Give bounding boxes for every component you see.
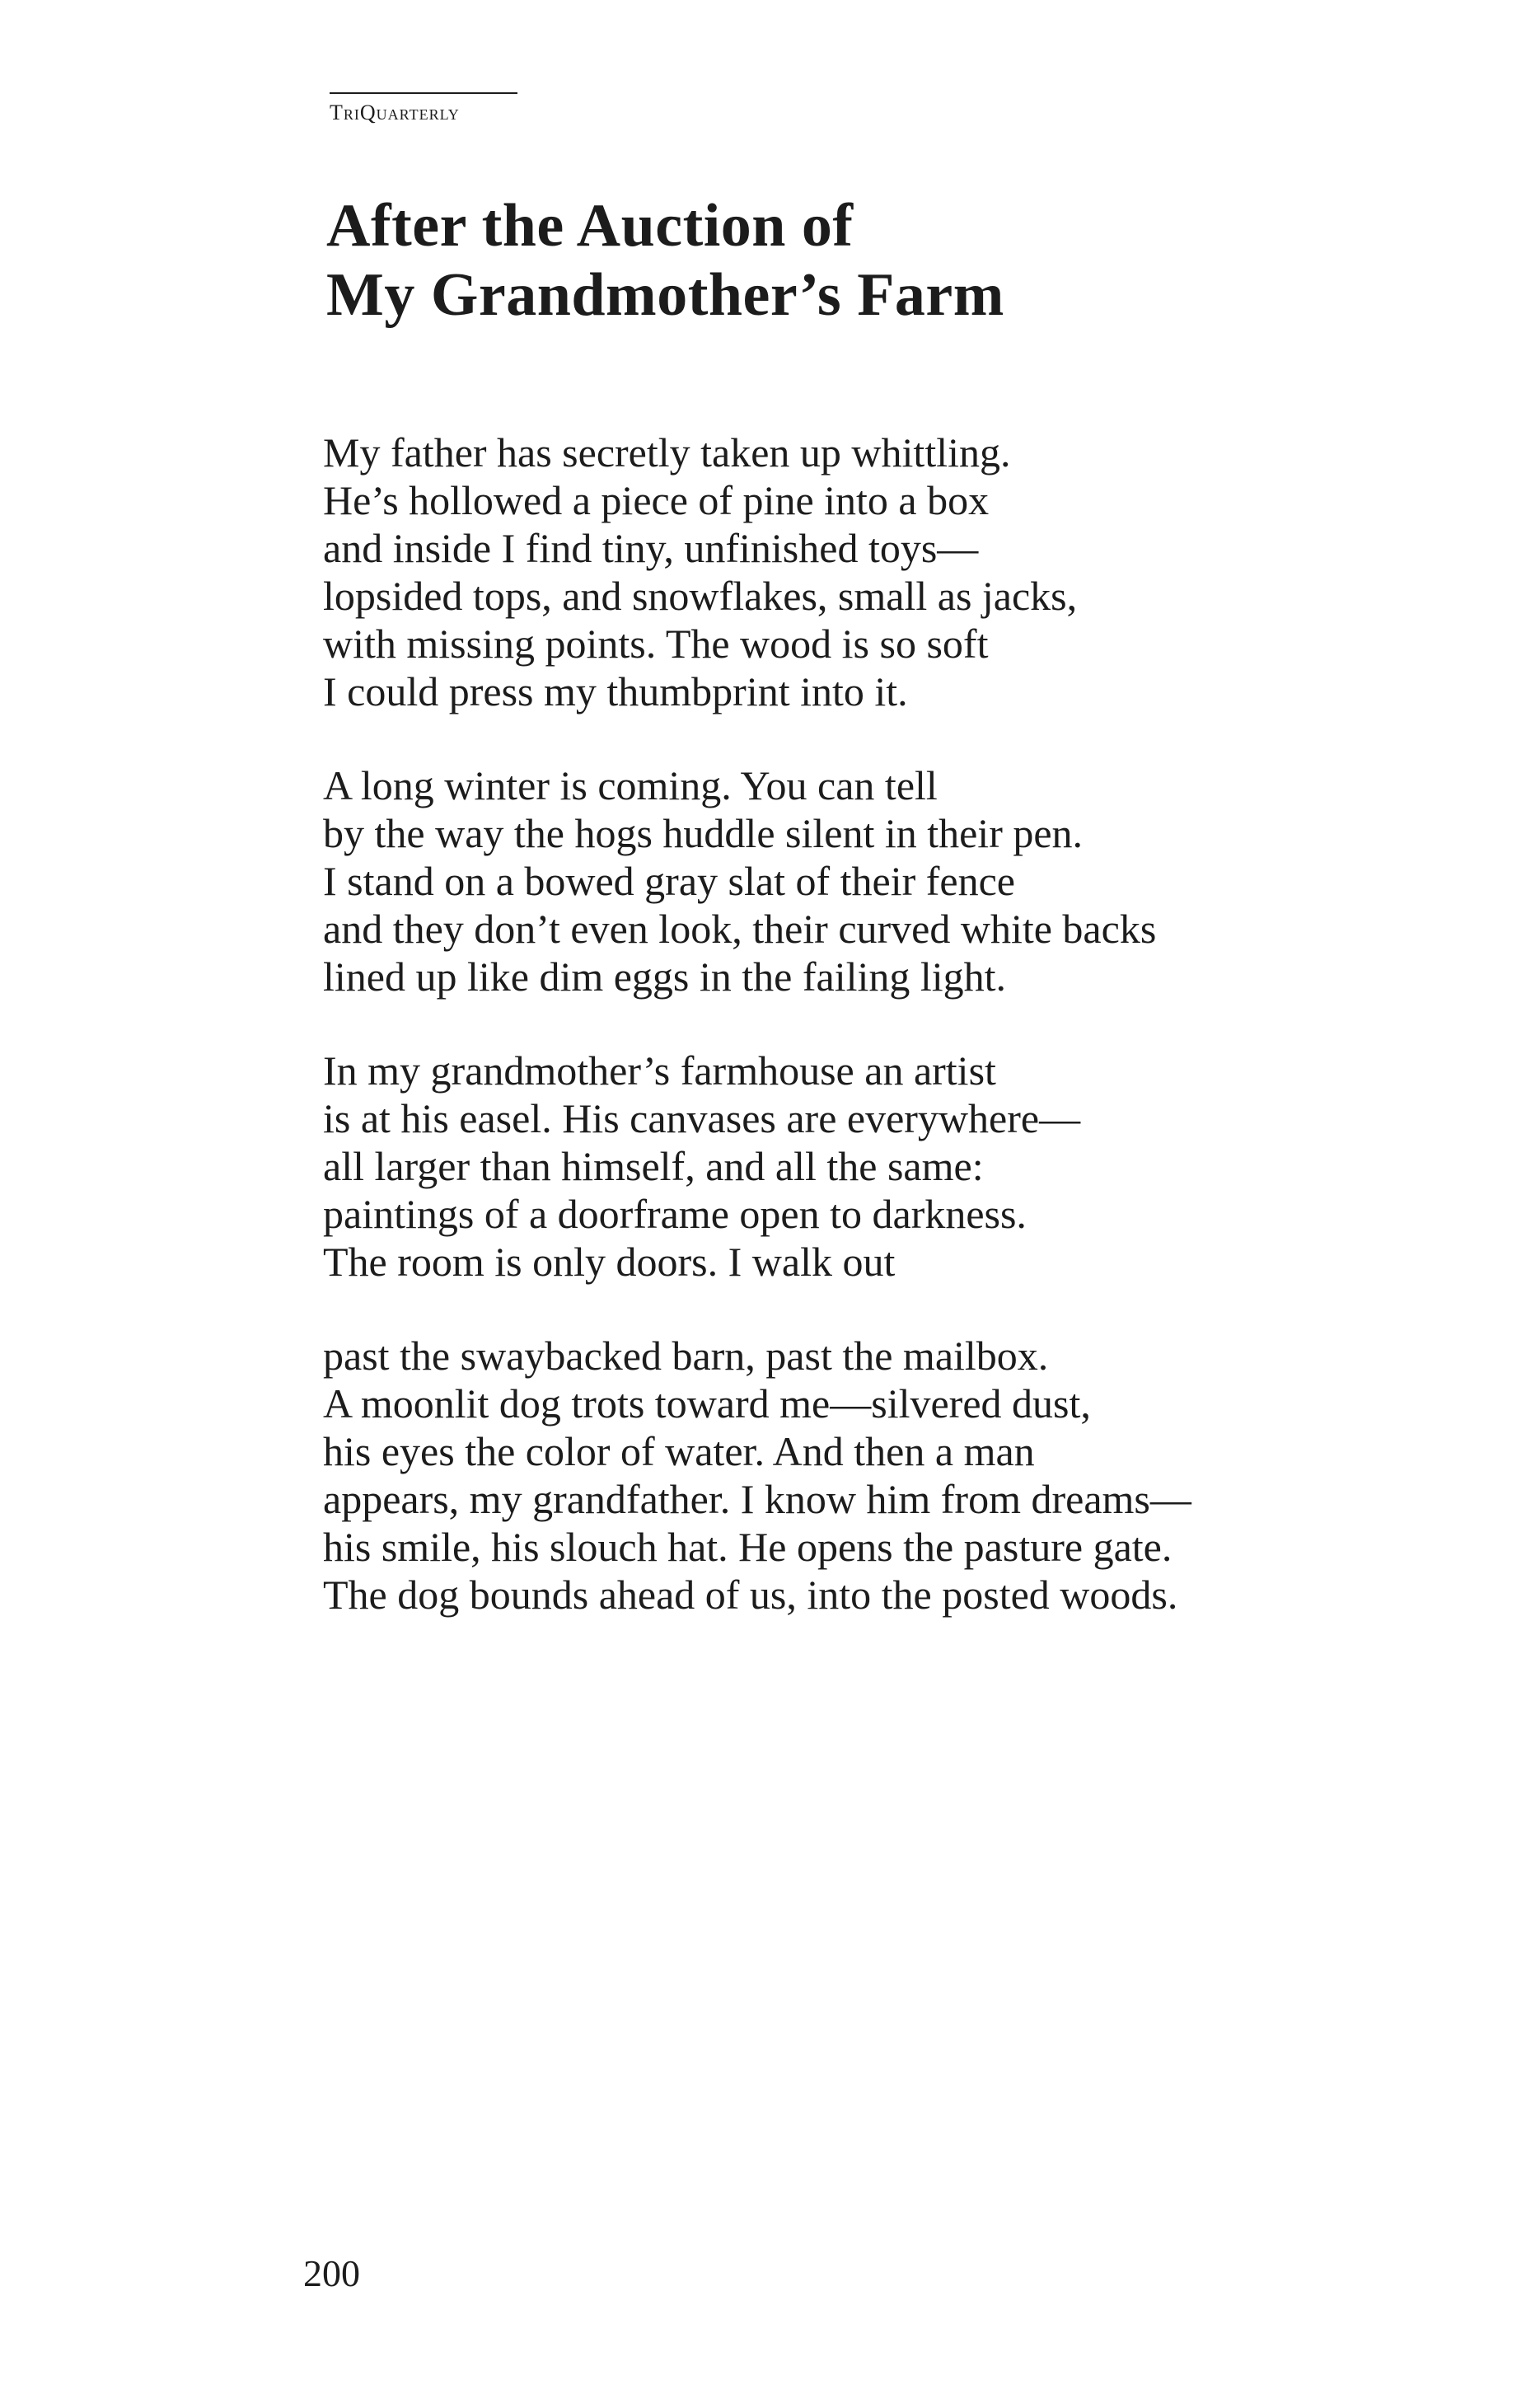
poem-line: appears, my grandfather. I know him from dreams— [323, 1476, 1191, 1522]
stanza-3 [323, 1047, 1312, 1286]
poem-title-line-1: After the Auction of [326, 192, 854, 260]
poem-line: The dog bounds ahead of us, into the posted woods. [323, 1572, 1178, 1618]
poem-line: past the swaybacked barn, past the mailbox. [323, 1333, 1049, 1379]
stanza-2 [323, 761, 1312, 1000]
poem-line: his smile, his slouch hat. He opens the pasture gate. [323, 1524, 1173, 1570]
poem-title [326, 191, 1004, 330]
poem-line: by the way the hogs huddle silent in their pen. [323, 810, 1084, 856]
poem-body [323, 429, 1312, 1665]
poem-line: his eyes the color of water. And then a man [323, 1428, 1035, 1474]
poem-line: and inside I find tiny, unfinished toys— [323, 525, 979, 571]
page-number: 200 [303, 2252, 360, 2294]
stanza-1 [323, 429, 1312, 715]
poem-line: He’s hollowed a piece of pine into a box [323, 477, 990, 523]
poem-line: all larger than himself, and all the same: [323, 1143, 984, 1189]
poem-line: In my grandmother’s farmhouse an artist [323, 1047, 996, 1094]
poem-line: and they don’t even look, their curved white backs [323, 906, 1157, 952]
poem-line: I stand on a bowed gray slat of their fence [323, 858, 1015, 904]
running-head: TriQuarterly [330, 92, 517, 125]
stanza-4 [323, 1332, 1312, 1619]
poem-title-line-2: My Grandmother’s Farm [326, 261, 1004, 329]
poem-line: paintings of a doorframe open to darkness. [323, 1191, 1027, 1237]
poem-line: I could press my thumbprint into it. [323, 668, 908, 714]
poem-line: lopsided tops, and snowflakes, small as jacks, [323, 573, 1078, 619]
poem-line: A long winter is coming. You can tell [323, 762, 938, 808]
poem-line: My father has secretly taken up whittling. [323, 429, 1011, 476]
poem-line: A moonlit dog trots toward me—silvered dust, [323, 1380, 1091, 1427]
poem-line: is at his easel. His canvases are everywhere— [323, 1095, 1081, 1141]
poem-line: lined up like dim eggs in the failing light. [323, 953, 1007, 1000]
poem-line: with missing points. The wood is so soft [323, 621, 989, 667]
poem-line: The room is only doors. I walk out [323, 1239, 896, 1285]
